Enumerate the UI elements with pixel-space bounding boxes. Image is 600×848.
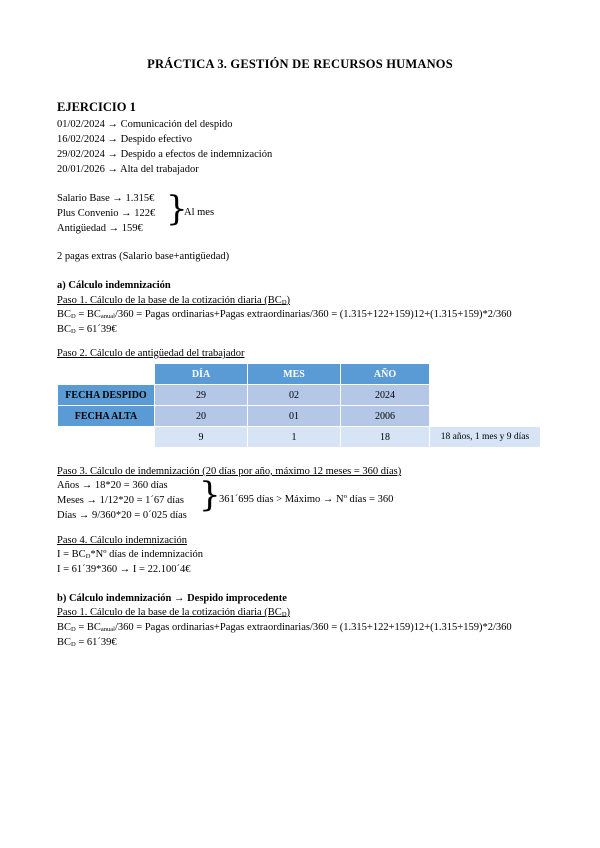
section-a-step1-formula: $BC_D = BC_{anual}/360$ = Pagas ordinarias+Pagas extraordinarias/360 = (1.315+122+159)12+(1.315+159)*2/360 [57,309,512,320]
salary-line: Plus Convenio → 122€ [57,208,156,219]
date-line: 16/02/2024 → Despido efectivo [57,134,193,145]
section-b-step1-title: Paso 1. Cálculo de la base de la cotización diaria $(BC_D)$ [57,607,291,618]
salary-line: Salario Base → 1.315€ [57,193,155,204]
table-total-cell: 18 [341,427,429,447]
table-header-cell: MES [248,364,340,384]
step3-brace: } [199,475,221,515]
section-a-step1-title: Paso 1. Cálculo de la base de la cotización diaria $(BC_D)$ [57,295,291,306]
table-cell: 2006 [341,406,429,426]
table-row [58,406,540,426]
section-a-step3-title: Paso 3. Cálculo de indemnización (20 días por año, máximo 12 meses = 360 días) [57,466,402,477]
step4-result: I = 61´39*360 → I = 22.100´4€ [57,564,191,575]
date-line: 20/01/2026 → Alta del trabajador [57,164,199,175]
table-total-cell: 1 [248,427,340,447]
document-title: PRÁCTICA 3. GESTIÓN DE RECURSOS HUMANOS [147,57,453,71]
table-cell: 01 [248,406,340,426]
date-line: 29/02/2024 → Despido a efectos de indemnización [57,149,273,160]
table-cell: 29 [155,385,247,405]
salary-note: Al mes [184,207,215,218]
step3-line: Días → 9/360*20 = 0´025 días [57,510,187,521]
table-header-cell: DÍA [155,364,247,384]
date-line: 01/02/2024 → Comunicación del despido [57,119,233,130]
table-cell: 02 [248,385,340,405]
table-total-row [58,427,540,447]
section-a-step4-title: Paso 4. Cálculo indemnización [57,535,188,546]
section-b-step1-result: $BC_D$ = 61´39€ [57,637,117,648]
table-cell: 2024 [341,385,429,405]
salary-brace: } [166,189,188,229]
salary-line: Antigüedad → 159€ [57,223,143,234]
step4-formula: $I = BC_D*Nº$ días de indemnización [57,549,203,560]
step3-line: Años → 18*20 = 360 días [57,480,168,491]
table-header-row [58,364,540,384]
section-b-heading: b) Cálculo indemnización → Despido improcedente [57,593,287,604]
table-cell: 20 [155,406,247,426]
table-row [58,385,540,405]
section-a-step1-result: $BC_D$ = 61´39€ [57,324,117,335]
step3-result: 361´695 días > Máximo → Nº días = 360 [219,494,394,505]
section-a-step2-title: Paso 2. Cálculo de antigüedad del trabajador [57,348,245,359]
table-row-label: FECHA DESPIDO [58,385,154,405]
exercise-heading: EJERCICIO 1 [57,100,136,114]
table-header-cell: AÑO [341,364,429,384]
step3-line: Meses → 1/12*20 = 1´67 días [57,495,184,506]
seniority-table [57,363,541,448]
section-a-heading: a) Cálculo indemnización [57,280,171,291]
extra-pays-line: 2 pagas extras (Salario base+antigüedad) [57,251,230,262]
table-row-label: FECHA ALTA [58,406,154,426]
table-total-cell: 9 [155,427,247,447]
table-total-note: 18 años, 1 mes y 9 días [430,427,540,447]
section-b-step1-formula: $BC_D = BC_{anual}/360$ = Pagas ordinarias+Pagas extraordinarias/360 = (1.315+122+159)12+(1.315+159)*2/360 [57,622,512,633]
